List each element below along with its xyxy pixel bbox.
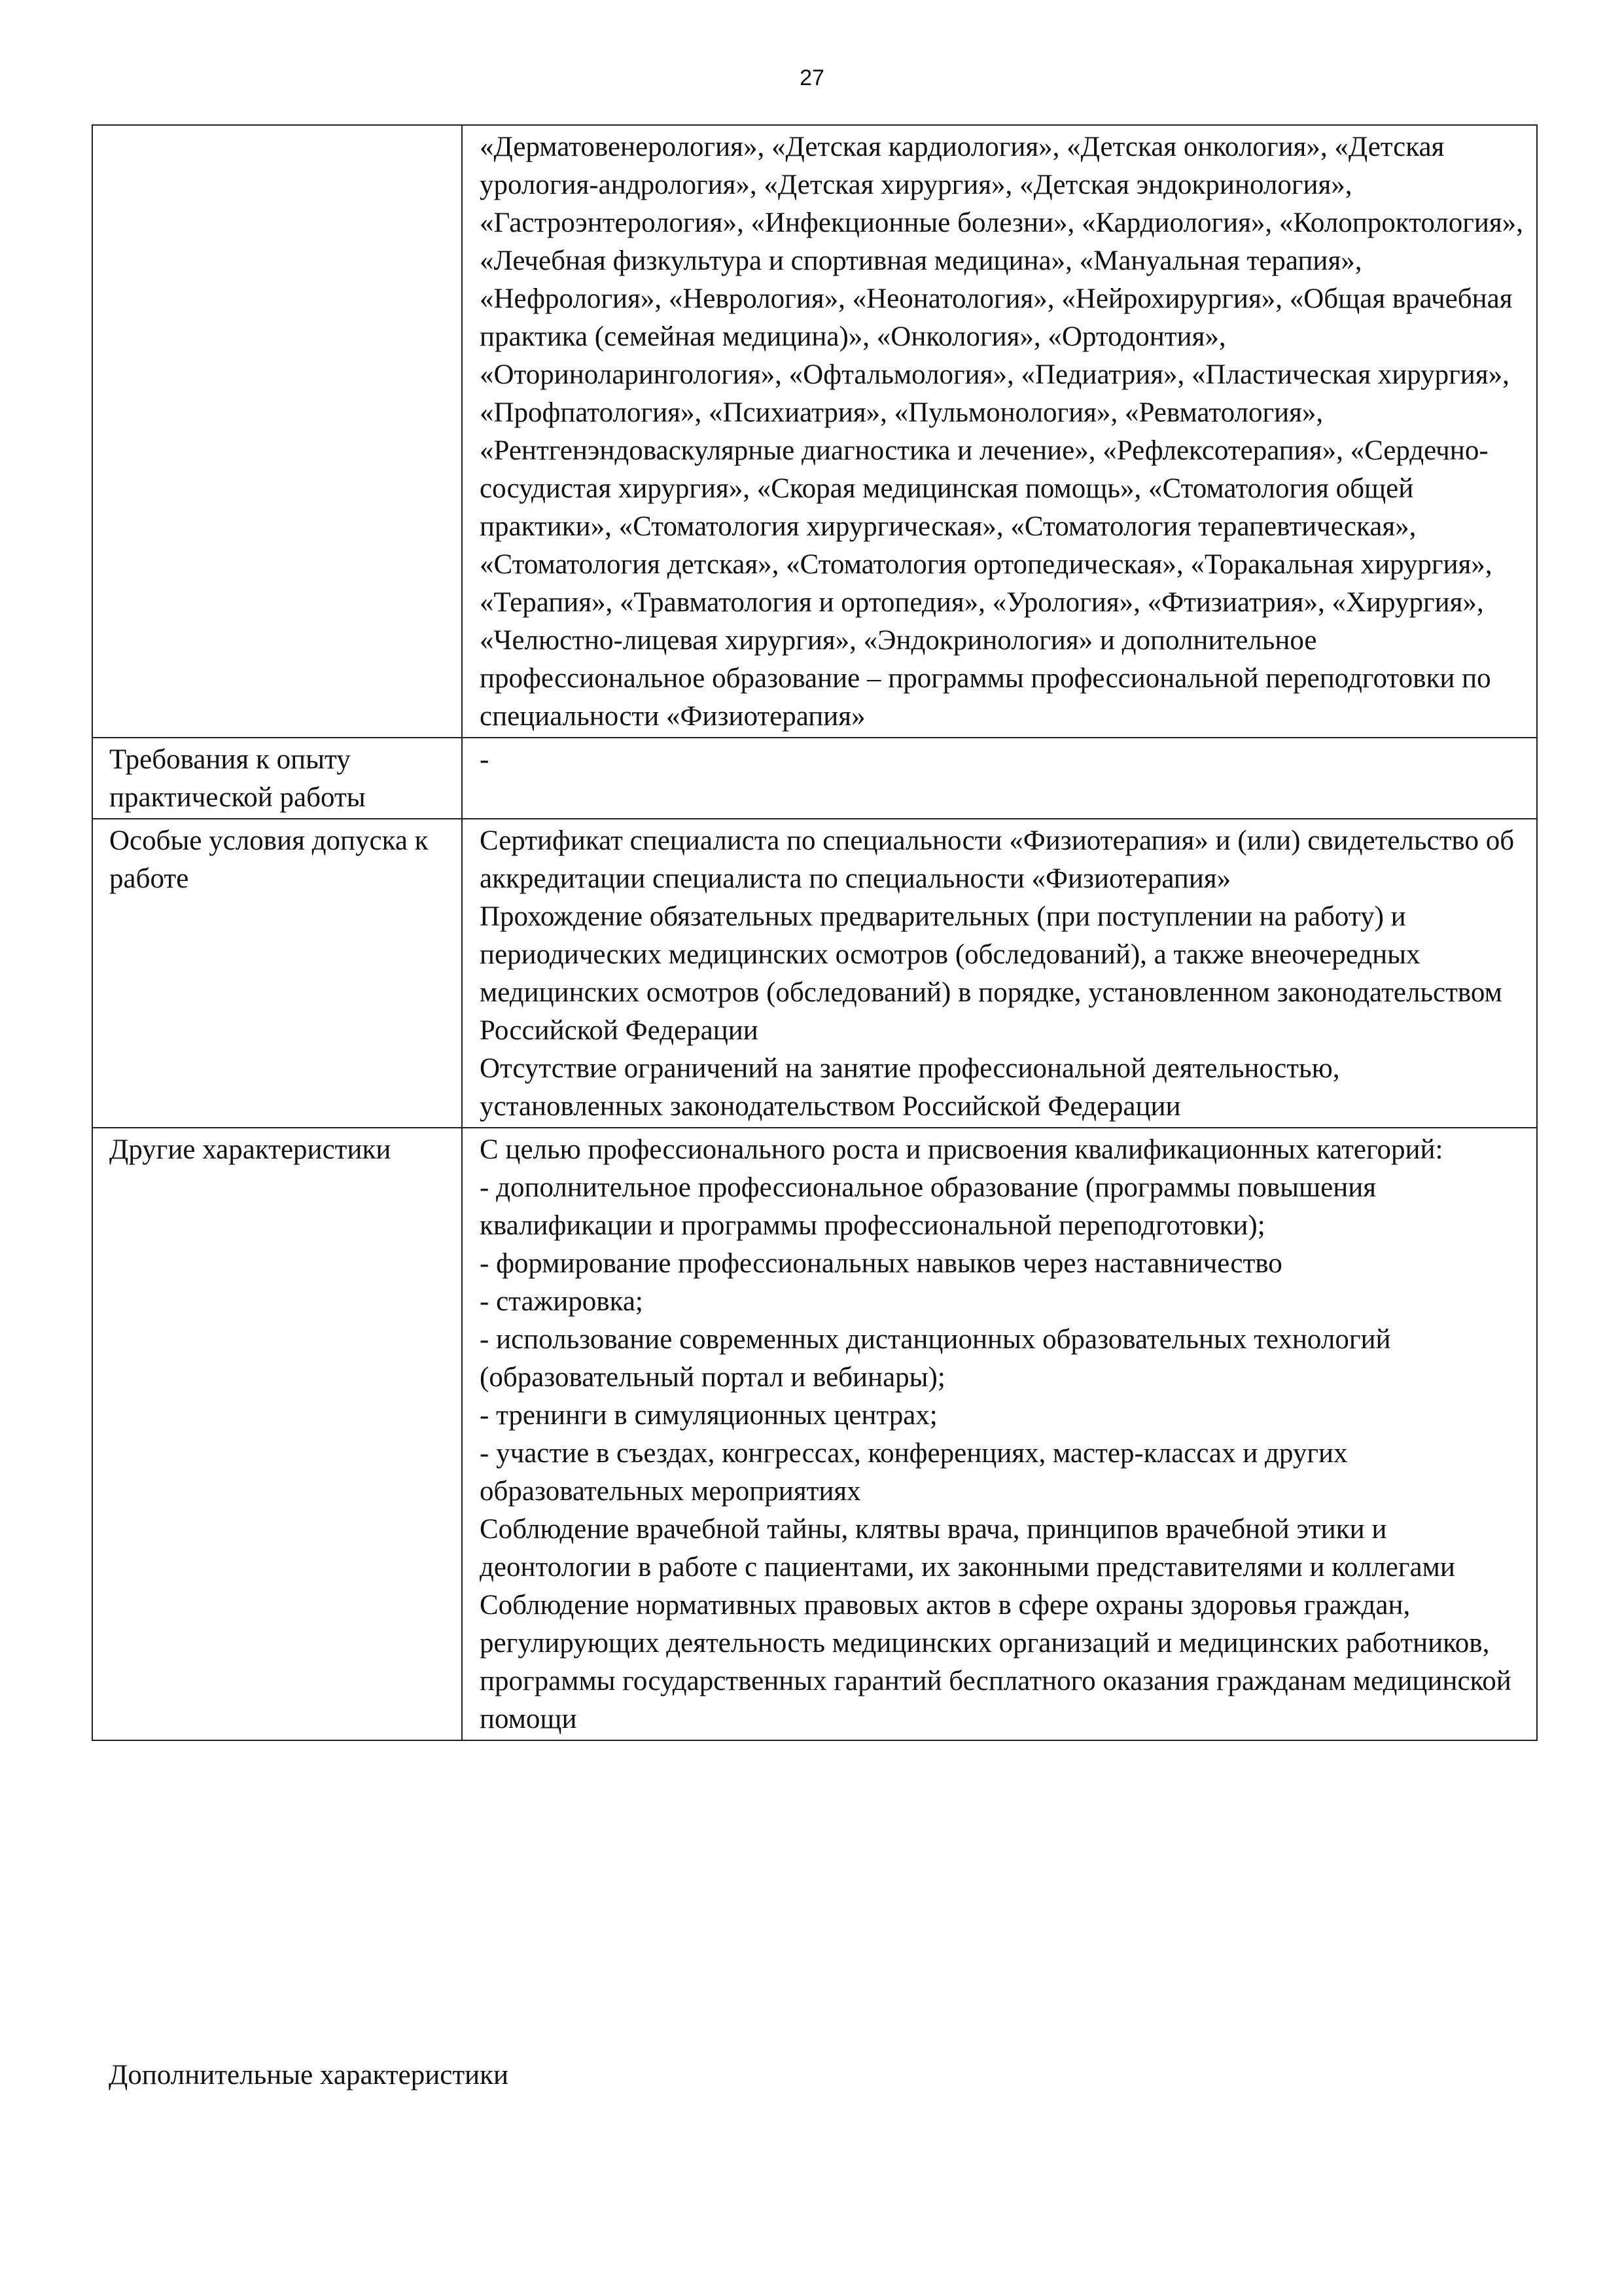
experience-value: - bbox=[480, 744, 489, 775]
other-paragraph: - формирование профессиональных навыков через наставничество bbox=[480, 1248, 1282, 1279]
admission-paragraph: Отсутствие ограничений на занятие профессиональной деятельностью, установленных законодательством Российской Федерации bbox=[480, 1053, 1340, 1122]
other-paragraph: - участие в съездах, конгрессах, конференциях, мастер-классах и других образовательных мероприятиях bbox=[480, 1438, 1348, 1507]
other-paragraph: - дополнительное профессиональное образование (программы повышения квалификации и программы профессиональной переподготовки); bbox=[480, 1172, 1377, 1241]
other-paragraph: Соблюдение нормативных правовых актов в сфере охраны здоровья граждан, регулирующих деятельность медицинских организаций и медицинских работников, программы государственных гарантий бесплатного оказания гражданам медицинской помощи bbox=[480, 1590, 1511, 1734]
row-label-empty bbox=[92, 125, 462, 738]
other-paragraph: - стажировка; bbox=[480, 1286, 643, 1317]
table-row bbox=[92, 125, 1537, 738]
admission-paragraph: Прохождение обязательных предварительных (при поступлении на работу) и периодических медицинских осмотров (обследований), а также внеочередных медицинских осмотров (обследований) в порядке, установленном законодательством Российской Федерации bbox=[480, 901, 1502, 1046]
row-label-admission-conditions: Особые условия допуска к работе bbox=[92, 819, 462, 1128]
other-paragraph: Соблюдение врачебной тайны, клятвы врача, принципов врачебной этики и деонтологии в работе с пациентами, их законными представителями и коллегами bbox=[480, 1514, 1455, 1583]
other-paragraph: - тренинги в симуляционных центрах; bbox=[480, 1400, 938, 1431]
experience-value-cell bbox=[462, 738, 1537, 819]
table-row bbox=[92, 1128, 1537, 1740]
other-paragraph: - использование современных дистанционных образовательных технологий (образовательный портал и вебинары); bbox=[480, 1324, 1391, 1393]
education-specialties-cell bbox=[462, 125, 1537, 738]
specialties-list-text: «Дерматовенерология», «Детская кардиология», «Детская онкология», «Детская урология-андрология», «Детская хирургия», «Детская эндокринология», «Гастроэнтерология», «Инфекционные болезни», «Кардиология», «Колопроктология», «Лечебная физкультура и спортивная медицина», «Мануальная терапия», «Нефрология», «Неврология», «Неонатология», «Нейрохирургия», «Общая врачебная практика (семейная медицина)», «Онкология», «Ортодонтия», «Оториноларингология», «Офтальмология», «Педиатрия», «Пластическая хирургия», «Профпатология», «Психиатрия», «Пульмонология», «Ревматология», «Рентгенэндоваскулярные диагностика и лечение», «Рефлексотерапия», «Сердечно-сосудистая хирургия», «Скорая медицинская помощь», «Стоматология общей практики», «Стоматология хирургическая», «Стоматология терапевтическая», «Стоматология детская», «Стоматология ортопедическая», «Торакальная хирургия», «Терапия», «Травматология и ортопедия», «Урология», «Фтизиатрия», «Хирургия», «Челюстно-лицевая хирургия», «Эндокринология» и дополнительное профессиональное образование – программы профессиональной переподготовки по специальности «Физиотерапия» bbox=[480, 132, 1523, 732]
row-label-experience: Требования к опыту практической работы bbox=[92, 738, 462, 819]
other-characteristics-cell bbox=[462, 1128, 1537, 1740]
row-label-other-characteristics: Другие характеристики bbox=[92, 1128, 462, 1740]
additional-characteristics-heading: Дополнительные характеристики bbox=[109, 2060, 509, 2090]
table-row bbox=[92, 738, 1537, 819]
page-number: 27 bbox=[800, 65, 824, 90]
table-row bbox=[92, 819, 1537, 1128]
admission-paragraph: Сертификат специалиста по специальности «Физиотерапия» и (или) свидетельство об аккредитации специалиста по специальности «Физиотерапия» bbox=[480, 825, 1515, 894]
admission-conditions-cell bbox=[462, 819, 1537, 1128]
other-paragraph: С целью профессионального роста и присвоения квалификационных категорий: bbox=[480, 1134, 1443, 1165]
requirements-table bbox=[92, 124, 1538, 1741]
